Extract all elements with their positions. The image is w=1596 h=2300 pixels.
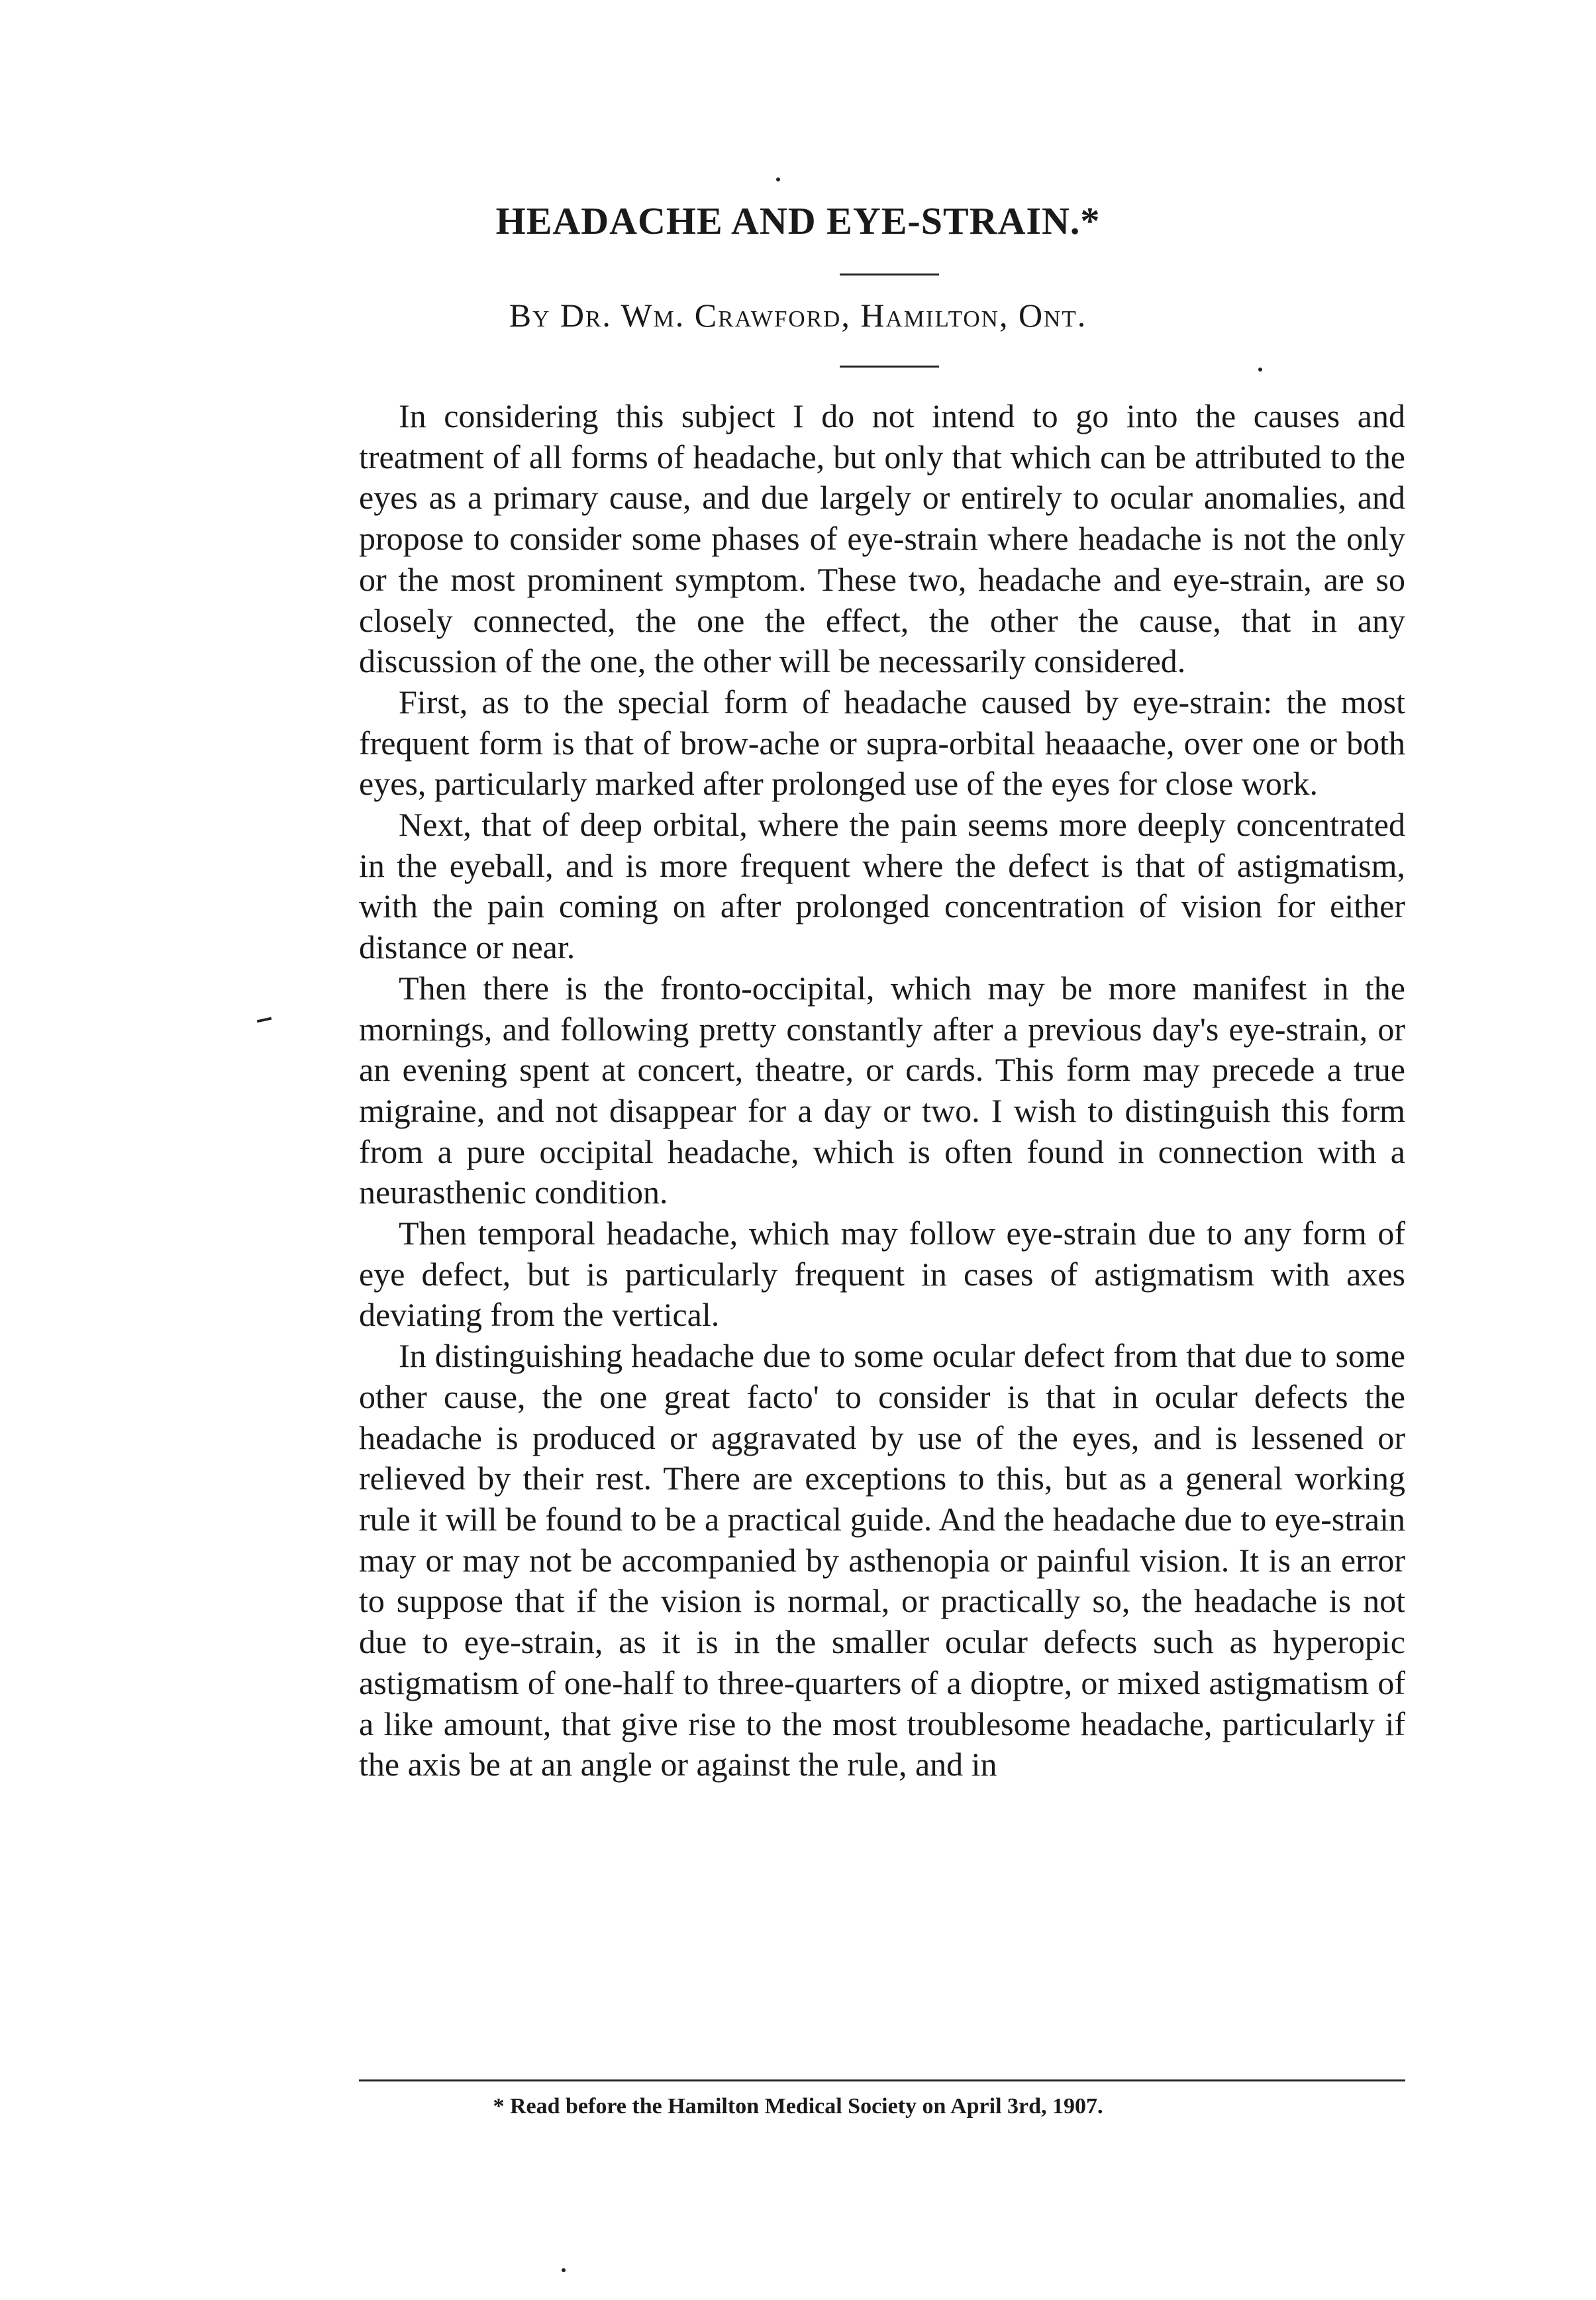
- footnote-divider: [359, 2079, 1405, 2081]
- paragraph: In considering this subject I do not intend to go into the causes and treatment of all forms of headache, but only that which can be attributed to the eyes as a primary cause, and due largely or entirely to ocular anomalies, and propose to consider some phases of eye-strain where headache is not the only or the most prominent symptom. These two, headache and eye-strain, are so closely connected, the one the effect, the other the cause, that in any discussion of the one, the other will be necessarily considered.: [359, 397, 1405, 680]
- margin-mark: [257, 1017, 272, 1023]
- author-byline: By Dr. Wm. Crawford, Hamilton, Ont.: [509, 297, 1087, 334]
- footnote: * Read before the Hamilton Medical Society on April 3rd, 1907.: [493, 2094, 1103, 2119]
- byline-divider: [840, 366, 939, 368]
- article-body: [359, 396, 1405, 1785]
- article-title: HEADACHE AND EYE-STRAIN.*: [495, 199, 1101, 242]
- stray-mark-byline: [1258, 368, 1262, 372]
- title-divider: [840, 274, 939, 275]
- paragraph: Then there is the fronto-occipital, which may be more manifest in the mornings, and following pretty constantly after a previous day's eye-strain, or an evening spent at concert, theatre, or cards. This form may precede a true migraine, and not disappear for a day or two. I wish to distinguish this form from a pure occipital headache, which is often found in connection with a neurasthenic condition.: [359, 969, 1405, 1211]
- paragraph: In distinguishing headache due to some ocular defect from that due to some other cause, the one great facto' to consider is that in ocular defects the headache is produced or aggravated by use of the eyes, and is lessened or relieved by their rest. There are exceptions to this, but as a general working rule it will be found to be a practical guide. And the headache due to eye-strain may or may not be accompanied by asthenopia or painful vision. It is an error to suppose that if the vision is normal, or practically so, the headache is not due to eye-strain, as it is in the smaller ocular defects such as hyperopic astigmatism of one-half to three-quarters of a dioptre, or mixed astigmatism of a like amount, that give rise to the most troublesome headache, particularly if the axis be at an angle or against the rule, and in: [359, 1337, 1405, 1783]
- paragraph: Then temporal headache, which may follow eye-strain due to any form of eye defect, but is particularly frequent in cases of astigmatism with axes deviating from the vertical.: [359, 1215, 1405, 1334]
- stray-mark-bottom: [562, 2268, 566, 2272]
- paragraph: Next, that of deep orbital, where the pain seems more deeply concentrated in the eyeball, and is more frequent where the defect is that of astigmatism, with the pain coming on after prolonged concentration of vision for either distance or near.: [359, 806, 1405, 966]
- stray-mark-top: [776, 177, 780, 181]
- paragraph: First, as to the special form of headache caused by eye-strain: the most frequent form is that of brow-ache or supra-orbital heaaache, over one or both eyes, particularly marked after prolonged use of the eyes for close work.: [359, 683, 1405, 803]
